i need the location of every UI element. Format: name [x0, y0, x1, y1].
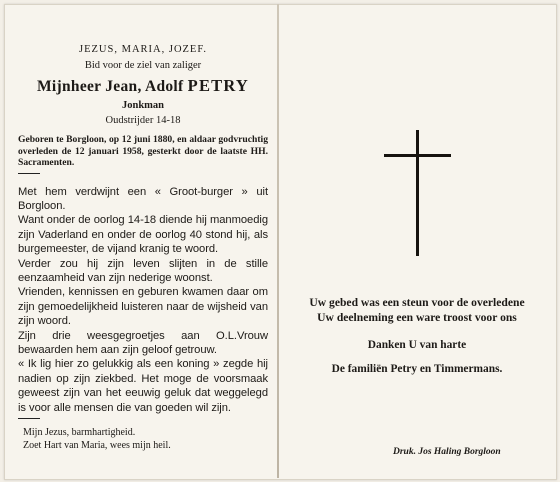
bio-paragraph: Want onder de oorlog 14-18 diende hij manmoedig zijn Vaderland en onder de oorlog 40 stond hij, als burgemeester, de vijand kranig te woord.: [18, 214, 268, 256]
cross-icon: [416, 130, 419, 256]
biography: [18, 185, 268, 416]
bio-paragraph: « Ik lig hier zo gelukkig als een koning » zegde hij nadien op zijn ziekbed. Het moge de voorsmaak geweest zijn van het eeuwig geluk dat weggelegd is voor alle mensen die van goeden wil zijn.: [18, 358, 268, 414]
thanks-block: [287, 296, 547, 375]
name-prefix: Mijnheer Jean, Adolf: [36, 78, 184, 95]
prayer-line: Zoet Hart van Maria, wees mijn heil.: [23, 440, 171, 451]
separator-line-bottom: [18, 418, 40, 419]
prayer-line: Mijn Jezus, barmhartigheid.: [23, 427, 136, 438]
thanks-line: Uw deelneming een ware troost voor ons: [317, 310, 517, 324]
printer-credit: Druk. Jos Haling Borgloon: [393, 447, 501, 457]
left-panel: [18, 10, 268, 452]
bio-paragraph: Verder zou hij zijn leven slijten in de stille eenzaamheid van zijn nederige woonst.: [18, 257, 268, 284]
closing-prayers: [18, 426, 268, 452]
veteran-status: Oudstrijder 14-18: [105, 115, 181, 126]
bio-paragraph: Zijn drie weesgegroetjes aan O.L.Vrouw bewaarden hem aan zijn geloof getrouw.: [18, 329, 268, 356]
prayer-request: Bid voor de ziel van zaliger: [84, 60, 202, 71]
card-fold: [277, 4, 279, 478]
bio-paragraph: Met hem verdwijnt een « Groot-burger » uit Borgloon.: [18, 185, 268, 212]
bio-paragraph: Vrienden, kennissen en geburen kwamen daar om zijn gemoedelijkheid luisteren naar de wijsheid van zijn woord.: [18, 286, 268, 328]
danken-text: Danken U van harte: [367, 339, 467, 351]
birth-death-text: Geboren te Borgloon, op 12 juni 1880, en aldaar godvruchtig overleden de 12 januari 1958, gesterkt door de laatste HH. Sacramenten.: [18, 134, 268, 168]
deceased-name: [18, 76, 268, 96]
occupation: Jonkman: [121, 100, 164, 111]
right-panel: [287, 10, 545, 472]
cross-icon-bar: [384, 154, 451, 157]
separator-line-top: [18, 173, 40, 174]
jmj-heading: JEZUS, MARIA, JOZEF.: [79, 44, 207, 55]
families-text: De familiën Petry en Timmermans.: [331, 363, 503, 375]
surname: PETRY: [187, 76, 250, 95]
thanks-line: Uw gebed was een steun voor de overledene: [309, 296, 525, 309]
